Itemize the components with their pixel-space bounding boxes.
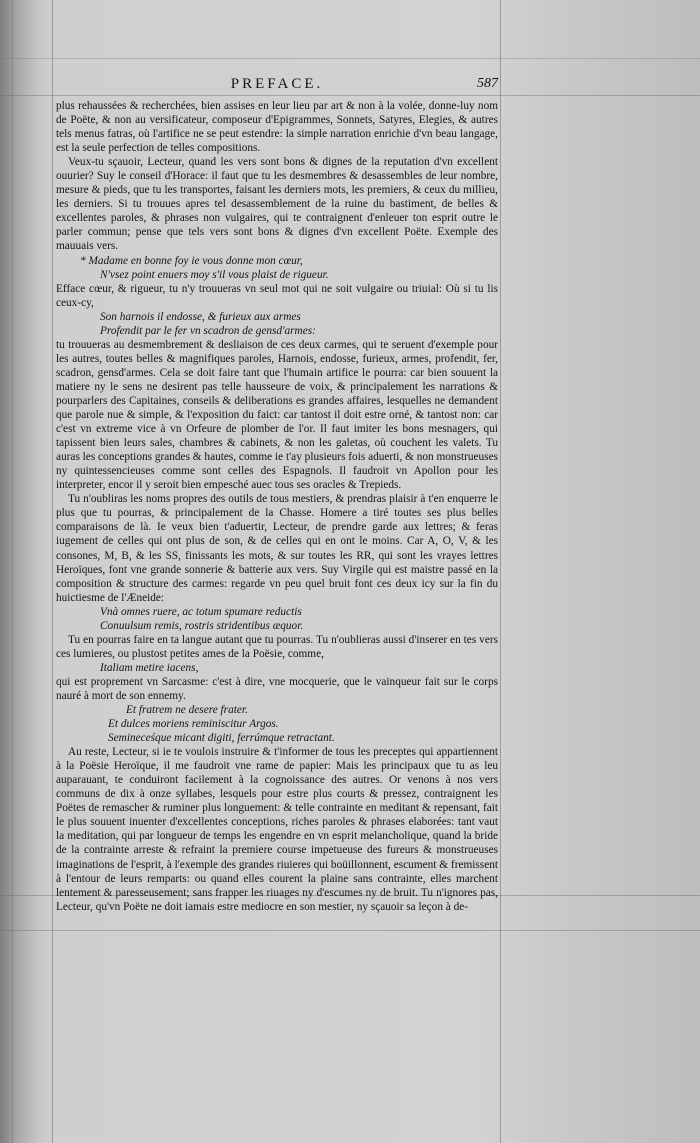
page-header [56,76,498,96]
verse-line: Italiam metire iacens, [100,661,199,674]
verse-line: Son harnois il endosse, & furieux aux armes [100,310,301,323]
verse-line: Conuulsum remis, rostris stridentibus æquor. [100,619,304,632]
grid-line [0,58,700,59]
verse-line: N'vsez point enuers moy s'il vous plaist de rigueur. [100,268,329,281]
paragraph: plus rehaussées & recherchées, bien assises en leur lieu par art & non à la volée, donne-luy nom de Poëte, & non au versificateur, composeur d'Epigrammes, Sonnets, Satyres, Elegies, & autres tels menus fatras, où l'artifice ne se peut estendre: la simple narration enrichie d'vn beau langage, est la seule perfection de telles compositions. [56,100,498,155]
paragraph: Veux-tu sçauoir, Lecteur, quand les vers sont bons & dignes de la reputation d'vn excellent ouurier? Suy le conseil d'Horace: il faut que tu les desmembres & desassembles de leur nombre, mesure & pieds, que tu les transportes, faisant les derniers mots, les premiers, & ceux du millieu, les derniers. Si tu trouues apres tel desassemblement de la ruine du bastiment, de belles & excellentes paroles, & phrases non vulgaires, qui te contraignent d'enleuer ton esprit outre le parler commun; pense que tels vers sont bons & dignes d'vn excellent Poëte. Exemple des mauuais vers. [56,156,498,253]
page-number: 587 [477,76,498,91]
paragraph: Tu en pourras faire en ta langue autant que tu pourras. Tu n'oublieras aussi d'inserer en tes vers ces lumieres, ou plustost petites ames de la Poësie, comme, [56,633,498,660]
grid-line [52,0,53,1143]
paragraph: Tu n'oubliras les noms propres des outils de tous mestiers, & prendras plaisir à t'en enquerre le plus que tu pourras, & principalement de la Chasse. Homere a tiré toutes ses plus belles comparaisons de là. Ie veux bien t'aduertir, Lecteur, de prendre garde aux lettres; & feras iugement de celles qui ont plus de son, & de celles qui en ont le moins. Car A, O, V, & les consones, M, B, & les SS, finissants les mots, & sur toutes les RR, qui sont les vrayes lettres Heroïques, font vne grande sonnerie & batterie aux vers. Suy Virgile qui est maistre passé en la composition & structure des carmes: regarde vn peu quel bruit font ces deux icy sur la fin du huictiesme de l'Æneide: [56,493,498,604]
verse-line: Semineceśque micant digiti, ferrúmque retractant. [108,732,335,745]
paragraph: tu trouueras au desmembrement & desliaison de ces deux carmes, qui te seruent d'exemple pour les autres, toutes belles & magnifiques paroles, Harnois, endosse, furieux, armes, profendit, fer, scadron, gensd'armes. Cela se doit faire tant que l'humain artifice le pourra: car bien souuent la matiere ny le sens ne desirent pas telle hausseure de voix, & principalement les narrations & pourparlers des Capitaines, conseils & deliberations es grandes affaires, lesquelles ne demandent que parole nue & simple, & l'exposition du faict: car tantost il doit estre orné, & tantost non: car c'est vn extreme vice à vn Orfeure de plomber de l'or. Il faut imiter les bons mesnagers, qui tapissent bien leurs sales, chambres & cabinets, & non les galetas, où couchent les valets. Tu auras les conceptions grandes & hautes, comme ie t'ay plusieurs fois aduerti, & non monstrueuses ny quintessencieuses comme sont celles des Espagnols. Il faudroit vn Apollon pour les interpreter, encor il y seroit bien empesché auec tous ses oracles & Trepieds. [56,338,498,492]
verse-line: Et fratrem ne desere frater. [126,704,248,717]
grid-line [500,0,501,1143]
verse-line: Profendit par le fer vn scadron de gensd'armes: [100,324,316,337]
paragraph: Efface cœur, & rigueur, tu n'y trouueras vn seul mot qui ne soit vulgaire ou triuial: Où si tu lis ceux-cy, [56,282,498,309]
paragraph: qui est proprement vn Sarcasme: c'est à dire, vne mocquerie, que le vainqueur fait sur le corps nauré à mort de son ennemy. [56,675,498,702]
verse-line: Et dulces moriens reminiscitur Argos. [108,718,279,731]
paragraph: Au reste, Lecteur, si ie te voulois instruire & t'informer de tous les preceptes qui appartiennent à la Poësie Heroïque, il me faudroit vne rame de papier: Mais les principaux que tu as leu auparauant, te conduiront facilement à la cognoissance des autres. Or venons à nos vers communs de dix à onze syllabes, lesquels pour estre plus courts & pressez, contraignent les Poëtes de remascher & ruminer plus longuement: & telle contrainte en meditant & repensant, fait le plus souuent inuenter d'excellentes conceptions, riches paroles & phrases elaborées: tant vaut la meditation, qui par longueur de temps les engendre en vn esprit melancholique, quand la bride de la contrainte arreste & refraint la premiere course impetueuse des fureurs & monstrueuses imaginations de l'esprit, à l'exemple des grandes riuieres qui boüillonnent, escument & fremissent à l'entour de leurs remparts: ou quand elles courent la plaine sans contrainte, elles marchent lentement & paresseusement; sans frapper les riuages ny d'escumes ny de bruit. Tu n'ignores pas, Lecteur, qu'vn Poëte ne doit iamais estre mediocre en son mestier, ny sçauoir sa leçon à de- [56,746,498,913]
page-title: PREFACE. [230,76,324,92]
verse-line: * Madame en bonne foy ie vous donne mon cœur, [80,254,303,267]
grid-line [0,930,700,931]
text-body [56,99,498,914]
grid-line [12,0,13,1143]
verse-line: Vnà omnes ruere, ac totum spumare reductis [100,605,302,618]
